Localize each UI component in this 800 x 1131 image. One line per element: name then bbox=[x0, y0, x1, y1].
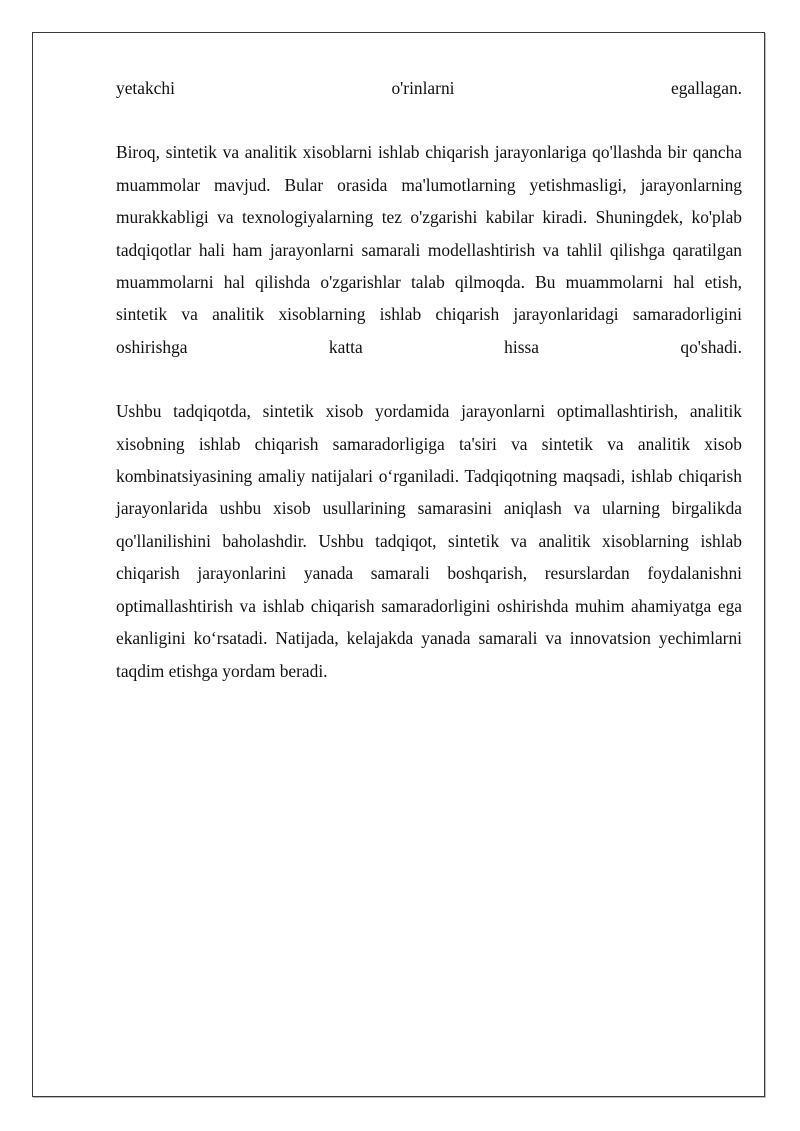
paragraph-2: Biroq, sintetik va analitik xisoblarni ishlab chiqarish jarayonlariga qo'llashda bir qancha muammolar mavjud. Bular orasida ma'lumotlarning yetishmasligi, jarayonlarning murakkabligi va texnologiyalarning tez o'zgarishi kabilar kiradi. Shuningdek, ko'plab tadqiqotlar hali ham jarayonlarni samarali modellashtirish va tahlil qilishga qaratilgan muammolarni hal qilishda o'zgarishlar talab qilmoqda. Bu muammolarni hal etish, sintetik va analitik xisoblarning ishlab chiqarish jarayonlaridagi samaradorligini oshirishga katta hissa qo'shadi. bbox=[116, 142, 742, 357]
paragraph-1: yetakchi o'rinlarni egallagan. bbox=[116, 78, 742, 98]
paragraph-spacer bbox=[116, 104, 742, 136]
paragraph-3: Ushbu tadqiqotda, sintetik xisob yordamida jarayonlarni optimallashtirish, analitik xisobning ishlab chiqarish samaradorligiga ta'siri va sintetik va analitik xisob kombinatsiyasining amaliy natijalari o‘rganiladi. Tadqiqotning maqsadi, ishlab chiqarish jarayonlarida ushbu xisob usullarining samarasini aniqlash va ularning birgalikda qo'llanilishini baholashdir. Ushbu tadqiqot, sintetik va analitik xisoblarning ishlab chiqarish jarayonlarini yanada samarali boshqarish, resurslardan foydalanishni optimallashtirish va ishlab chiqarish samaradorligini oshirishda muhim ahamiyatga ega ekanligini ko‘rsatadi. Natijada, kelajakda yanada samarali va innovatsion yechimlarni taqdim etishga yordam beradi. bbox=[116, 401, 742, 681]
document-body bbox=[116, 72, 742, 687]
paragraph-spacer bbox=[116, 363, 742, 395]
